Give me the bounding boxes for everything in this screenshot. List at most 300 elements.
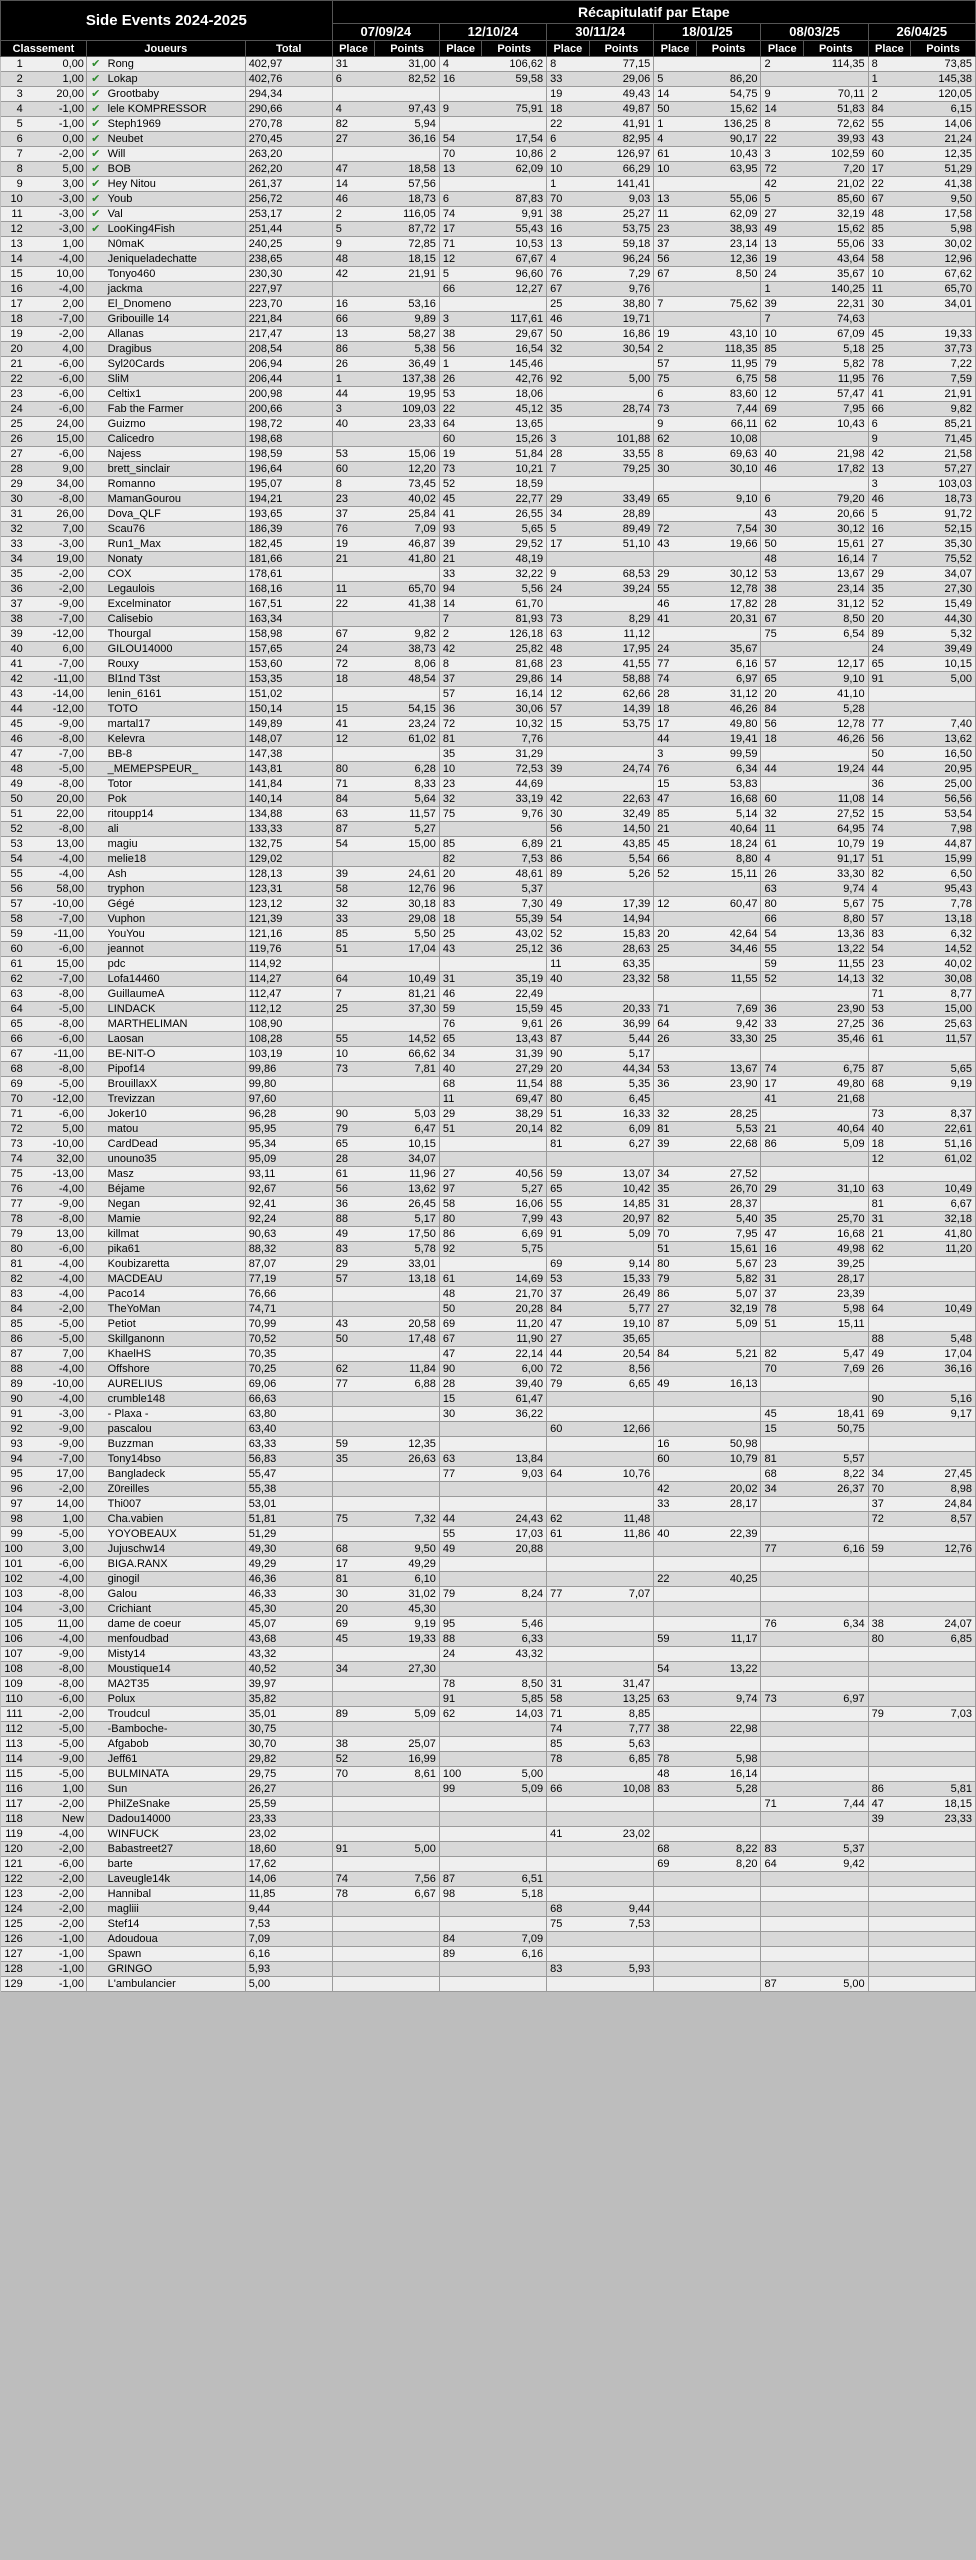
- points-cell: 9,42: [803, 1857, 868, 1872]
- points-cell: 39,49: [911, 642, 976, 657]
- table-row: [1, 1467, 976, 1482]
- points-cell: 103,03: [911, 477, 976, 492]
- variation-cell: -9,00: [24, 597, 87, 612]
- points-cell: 21,68: [803, 1092, 868, 1107]
- place-cell: 81: [654, 1122, 696, 1137]
- check-icon: ✔: [86, 72, 104, 87]
- points-cell: 7,29: [589, 267, 654, 282]
- points-cell: 22,39: [696, 1527, 761, 1542]
- points-cell: 8,61: [375, 1767, 440, 1782]
- place-cell: 40: [547, 972, 589, 987]
- points-cell: 102,59: [803, 147, 868, 162]
- check-icon: [86, 567, 104, 582]
- points-cell: 9,44: [589, 1902, 654, 1917]
- points-cell: [803, 1632, 868, 1647]
- points-cell: [911, 1827, 976, 1842]
- place-cell: [547, 1947, 589, 1962]
- place-cell: 62: [761, 417, 803, 432]
- place-cell: 33: [654, 1497, 696, 1512]
- place-cell: 79: [332, 1122, 374, 1137]
- place-cell: 55: [439, 1527, 481, 1542]
- points-cell: [482, 1722, 547, 1737]
- place-cell: 54: [439, 132, 481, 147]
- points-cell: 27,30: [375, 1662, 440, 1677]
- place-cell: 48: [439, 1287, 481, 1302]
- place-cell: 18: [761, 732, 803, 747]
- total-points: 26,27: [245, 1782, 332, 1797]
- place-cell: [547, 1842, 589, 1857]
- table-row: [1, 1272, 976, 1287]
- variation-cell: 1,00: [24, 1512, 87, 1527]
- points-cell: [482, 297, 547, 312]
- variation-cell: -5,00: [24, 1527, 87, 1542]
- check-icon: [86, 1512, 104, 1527]
- check-icon: [86, 1542, 104, 1557]
- points-cell: 82,95: [589, 132, 654, 147]
- place-cell: 82: [654, 1212, 696, 1227]
- place-cell: 66: [868, 402, 910, 417]
- place-cell: 22: [332, 597, 374, 612]
- place-cell: 43: [332, 1317, 374, 1332]
- points-cell: 13,25: [589, 1692, 654, 1707]
- variation-cell: -1,00: [24, 1977, 87, 1992]
- place-cell: [547, 1602, 589, 1617]
- points-cell: 6,00: [482, 1362, 547, 1377]
- points-cell: 6,89: [482, 837, 547, 852]
- points-cell: 51,84: [482, 447, 547, 462]
- place-cell: 79: [547, 1377, 589, 1392]
- points-cell: 19,10: [589, 1317, 654, 1332]
- check-icon: [86, 387, 104, 402]
- check-icon: [86, 687, 104, 702]
- points-cell: [696, 552, 761, 567]
- points-cell: [375, 1917, 440, 1932]
- place-cell: 15: [439, 1392, 481, 1407]
- points-cell: [911, 1752, 976, 1767]
- table-row: [1, 762, 976, 777]
- table-row: [1, 1227, 976, 1242]
- points-cell: [589, 1647, 654, 1662]
- points-cell: 5,47: [803, 1347, 868, 1362]
- player-name: lele KOMPRESSOR: [105, 102, 246, 117]
- points-cell: [482, 1827, 547, 1842]
- total-points: 198,72: [245, 417, 332, 432]
- table-row: [1, 1047, 976, 1062]
- place-cell: [654, 1092, 696, 1107]
- points-cell: 6,09: [589, 1122, 654, 1137]
- points-cell: 10,79: [696, 1452, 761, 1467]
- place-cell: [761, 1872, 803, 1887]
- points-cell: 48,61: [482, 867, 547, 882]
- check-icon: [86, 1797, 104, 1812]
- place-cell: 63: [332, 807, 374, 822]
- rank-cell: 114: [1, 1752, 24, 1767]
- points-cell: 19,33: [375, 1632, 440, 1647]
- points-cell: 11,55: [696, 972, 761, 987]
- place-cell: 63: [547, 627, 589, 642]
- rank-cell: 107: [1, 1647, 24, 1662]
- place-cell: [868, 1902, 910, 1917]
- points-cell: 25,84: [375, 507, 440, 522]
- place-cell: [332, 432, 374, 447]
- place-cell: [761, 1332, 803, 1347]
- place-cell: [332, 1497, 374, 1512]
- check-icon: [86, 432, 104, 447]
- rank-cell: 91: [1, 1407, 24, 1422]
- stage-date: 26/04/25: [868, 24, 975, 41]
- place-cell: [439, 1977, 481, 1992]
- variation-cell: -6,00: [24, 1032, 87, 1047]
- points-cell: 5,93: [589, 1962, 654, 1977]
- table-row: [1, 1092, 976, 1107]
- table-row: [1, 342, 976, 357]
- place-cell: 38: [332, 1737, 374, 1752]
- check-icon: [86, 1842, 104, 1857]
- place-cell: 19: [761, 252, 803, 267]
- place-cell: 61: [654, 147, 696, 162]
- points-cell: 15,99: [911, 852, 976, 867]
- place-cell: 22: [439, 402, 481, 417]
- variation-cell: -4,00: [24, 1632, 87, 1647]
- place-cell: 69: [332, 1617, 374, 1632]
- points-cell: 9,19: [911, 1077, 976, 1092]
- total-points: 95,95: [245, 1122, 332, 1137]
- player-name: Laosan: [105, 1032, 246, 1047]
- place-cell: 37: [761, 1287, 803, 1302]
- place-cell: 35: [761, 1212, 803, 1227]
- points-cell: 23,14: [803, 582, 868, 597]
- place-cell: 64: [332, 972, 374, 987]
- points-cell: [375, 612, 440, 627]
- points-cell: 5,56: [482, 582, 547, 597]
- points-cell: 18,58: [375, 162, 440, 177]
- points-cell: [589, 1557, 654, 1572]
- place-cell: [868, 1947, 910, 1962]
- place-cell: 98: [439, 1887, 481, 1902]
- total-points: 88,32: [245, 1242, 332, 1257]
- place-cell: [547, 777, 589, 792]
- table-row: [1, 1107, 976, 1122]
- rank-cell: 116: [1, 1782, 24, 1797]
- place-cell: 71: [547, 1707, 589, 1722]
- place-cell: [332, 747, 374, 762]
- place-cell: [332, 567, 374, 582]
- points-cell: 53,75: [589, 717, 654, 732]
- player-name: Steph1969: [105, 117, 246, 132]
- total-points: 270,78: [245, 117, 332, 132]
- points-cell: [375, 1692, 440, 1707]
- rank-cell: 28: [1, 462, 24, 477]
- place-cell: [654, 1332, 696, 1347]
- total-points: 43,68: [245, 1632, 332, 1647]
- points-cell: [911, 1602, 976, 1617]
- table-row: [1, 1347, 976, 1362]
- place-cell: 22: [547, 117, 589, 132]
- points-cell: 16,68: [803, 1227, 868, 1242]
- variation-cell: 1,00: [24, 72, 87, 87]
- points-cell: 9,82: [375, 627, 440, 642]
- place-cell: 41: [332, 717, 374, 732]
- points-cell: 18,15: [375, 252, 440, 267]
- check-icon: [86, 582, 104, 597]
- points-cell: [482, 1857, 547, 1872]
- points-cell: 41,55: [589, 657, 654, 672]
- rank-cell: 81: [1, 1257, 24, 1272]
- rank-cell: 31: [1, 507, 24, 522]
- points-cell: 6,16: [696, 657, 761, 672]
- points-cell: [375, 957, 440, 972]
- variation-cell: -9,00: [24, 717, 87, 732]
- player-name: ali: [105, 822, 246, 837]
- points-cell: 6,54: [803, 627, 868, 642]
- points-cell: [375, 1092, 440, 1107]
- place-cell: 78: [761, 1302, 803, 1317]
- points-cell: [375, 1497, 440, 1512]
- variation-cell: -10,00: [24, 1377, 87, 1392]
- rank-cell: 12: [1, 222, 24, 237]
- points-cell: 17,50: [375, 1227, 440, 1242]
- table-row: [1, 987, 976, 1002]
- points-cell: 20,66: [803, 507, 868, 522]
- variation-cell: -5,00: [24, 1722, 87, 1737]
- total-points: 168,16: [245, 582, 332, 597]
- points-cell: 12,20: [375, 462, 440, 477]
- points-cell: 32,49: [589, 807, 654, 822]
- points-cell: 38,80: [589, 297, 654, 312]
- rank-cell: 11: [1, 207, 24, 222]
- points-cell: [696, 1887, 761, 1902]
- place-cell: 12: [654, 897, 696, 912]
- points-cell: 11,84: [375, 1362, 440, 1377]
- points-cell: 49,80: [803, 1077, 868, 1092]
- points-cell: 15,33: [589, 1272, 654, 1287]
- table-row: [1, 1242, 976, 1257]
- points-cell: [696, 282, 761, 297]
- table-row: [1, 1407, 976, 1422]
- place-cell: [868, 1587, 910, 1602]
- rank-cell: 103: [1, 1587, 24, 1602]
- points-cell: 68,53: [589, 567, 654, 582]
- place-cell: 60: [868, 147, 910, 162]
- rank-cell: 43: [1, 687, 24, 702]
- player-name: MamanGourou: [105, 492, 246, 507]
- points-cell: 31,00: [375, 57, 440, 72]
- place-cell: [439, 1572, 481, 1587]
- points-cell: 77,15: [589, 57, 654, 72]
- rank-cell: 110: [1, 1692, 24, 1707]
- place-cell: 4: [868, 882, 910, 897]
- total-points: 290,66: [245, 102, 332, 117]
- check-icon: ✔: [86, 132, 104, 147]
- points-cell: [803, 1662, 868, 1677]
- place-cell: 65: [868, 657, 910, 672]
- points-cell: 5,00: [589, 372, 654, 387]
- place-cell: [654, 912, 696, 927]
- points-cell: 24,07: [911, 1617, 976, 1632]
- player-name: Polux: [105, 1692, 246, 1707]
- check-icon: [86, 1317, 104, 1332]
- points-cell: 18,73: [911, 492, 976, 507]
- check-icon: [86, 777, 104, 792]
- points-cell: 117,61: [482, 312, 547, 327]
- place-cell: 70: [761, 1362, 803, 1377]
- variation-cell: -6,00: [24, 447, 87, 462]
- points-cell: 24,43: [482, 1512, 547, 1527]
- points-cell: 7,56: [375, 1872, 440, 1887]
- points-cell: [803, 1782, 868, 1797]
- table-row: [1, 447, 976, 462]
- player-name: barte: [105, 1857, 246, 1872]
- check-icon: [86, 252, 104, 267]
- points-cell: 141,41: [589, 177, 654, 192]
- player-name: N0maK: [105, 237, 246, 252]
- place-cell: 1: [654, 117, 696, 132]
- place-cell: 64: [761, 1857, 803, 1872]
- points-cell: [589, 1767, 654, 1782]
- points-cell: 73,85: [911, 57, 976, 72]
- check-icon: ✔: [86, 222, 104, 237]
- total-points: 92,41: [245, 1197, 332, 1212]
- place-cell: 55: [868, 117, 910, 132]
- points-cell: [375, 1902, 440, 1917]
- points-cell: 11,95: [696, 357, 761, 372]
- place-cell: [868, 702, 910, 717]
- total-points: 114,92: [245, 957, 332, 972]
- place-cell: 80: [761, 897, 803, 912]
- points-cell: 11,95: [803, 372, 868, 387]
- points-cell: [482, 822, 547, 837]
- rank-cell: 121: [1, 1857, 24, 1872]
- total-points: 70,99: [245, 1317, 332, 1332]
- variation-cell: -7,00: [24, 312, 87, 327]
- points-cell: 8,37: [911, 1107, 976, 1122]
- variation-cell: -2,00: [24, 147, 87, 162]
- place-cell: 64: [868, 1302, 910, 1317]
- place-cell: 64: [547, 1467, 589, 1482]
- check-icon: [86, 1812, 104, 1827]
- points-cell: 13,22: [696, 1662, 761, 1677]
- total-points: 53,01: [245, 1497, 332, 1512]
- place-cell: 47: [761, 1227, 803, 1242]
- points-cell: 7,44: [803, 1797, 868, 1812]
- total-points: 221,84: [245, 312, 332, 327]
- place-cell: 10: [332, 1047, 374, 1062]
- points-cell: 6,97: [803, 1692, 868, 1707]
- place-cell: [761, 1947, 803, 1962]
- place-cell: [439, 1557, 481, 1572]
- variation-cell: 10,00: [24, 267, 87, 282]
- place-cell: 36: [332, 1197, 374, 1212]
- place-cell: 79: [761, 357, 803, 372]
- place-cell: 57: [761, 657, 803, 672]
- place-cell: 36: [868, 777, 910, 792]
- points-cell: 44,87: [911, 837, 976, 852]
- place-cell: 7: [332, 987, 374, 1002]
- points-cell: 43,32: [482, 1647, 547, 1662]
- place-cell: 21: [654, 822, 696, 837]
- variation-cell: -5,00: [24, 1077, 87, 1092]
- place-cell: [439, 1662, 481, 1677]
- place-cell: 32: [332, 897, 374, 912]
- table-row: [1, 1122, 976, 1137]
- points-cell: [911, 1917, 976, 1932]
- check-icon: [86, 1227, 104, 1242]
- points-cell: 69,47: [482, 1092, 547, 1107]
- points-cell: 9,76: [589, 282, 654, 297]
- place-cell: 39: [868, 1812, 910, 1827]
- place-cell: [654, 1902, 696, 1917]
- points-cell: 14,94: [589, 912, 654, 927]
- points-cell: 5,09: [803, 1137, 868, 1152]
- check-icon: [86, 1827, 104, 1842]
- place-cell: [439, 1857, 481, 1872]
- points-cell: 23,39: [803, 1287, 868, 1302]
- points-cell: 20,33: [589, 1002, 654, 1017]
- points-cell: 49,87: [589, 102, 654, 117]
- points-cell: 24,84: [911, 1497, 976, 1512]
- place-cell: [761, 1377, 803, 1392]
- points-cell: 41,91: [589, 117, 654, 132]
- place-cell: 45: [654, 837, 696, 852]
- place-cell: [332, 1467, 374, 1482]
- points-cell: [911, 1662, 976, 1677]
- place-cell: [654, 1962, 696, 1977]
- points-cell: 82,52: [375, 72, 440, 87]
- place-cell: 55: [654, 582, 696, 597]
- points-cell: 9,03: [589, 192, 654, 207]
- variation-cell: 14,00: [24, 1497, 87, 1512]
- place-cell: 53: [761, 567, 803, 582]
- player-name: MARTHELIMAN: [105, 1017, 246, 1032]
- points-cell: 39,24: [589, 582, 654, 597]
- points-cell: 9,19: [375, 1617, 440, 1632]
- player-name: ginogil: [105, 1572, 246, 1587]
- place-cell: 84: [654, 1347, 696, 1362]
- rank-cell: 104: [1, 1602, 24, 1617]
- points-cell: 145,46: [482, 357, 547, 372]
- table-row: [1, 1707, 976, 1722]
- table-row: [1, 1377, 976, 1392]
- player-name: LooKing4Fish: [105, 222, 246, 237]
- check-icon: [86, 1122, 104, 1137]
- player-name: Adoudoua: [105, 1932, 246, 1947]
- check-icon: ✔: [86, 102, 104, 117]
- place-cell: [547, 597, 589, 612]
- variation-cell: 6,00: [24, 642, 87, 657]
- points-cell: 8,22: [803, 1467, 868, 1482]
- place-cell: [547, 1872, 589, 1887]
- points-cell: 61,02: [375, 732, 440, 747]
- place-cell: 59: [332, 1437, 374, 1452]
- place-cell: [439, 1962, 481, 1977]
- place-cell: 24: [868, 642, 910, 657]
- points-cell: [803, 1197, 868, 1212]
- place-cell: 11: [654, 207, 696, 222]
- player-name: Koubizaretta: [105, 1257, 246, 1272]
- table-row: [1, 1512, 976, 1527]
- points-cell: 11,86: [589, 1527, 654, 1542]
- table-row: [1, 417, 976, 432]
- points-cell: 33,30: [803, 867, 868, 882]
- place-cell: 23: [868, 957, 910, 972]
- player-name: Jeniqueladechatte: [105, 252, 246, 267]
- points-cell: [696, 1332, 761, 1347]
- variation-cell: -5,00: [24, 762, 87, 777]
- place-cell: 4: [547, 252, 589, 267]
- points-cell: [589, 1857, 654, 1872]
- place-cell: 75: [547, 1917, 589, 1932]
- points-cell: [803, 1377, 868, 1392]
